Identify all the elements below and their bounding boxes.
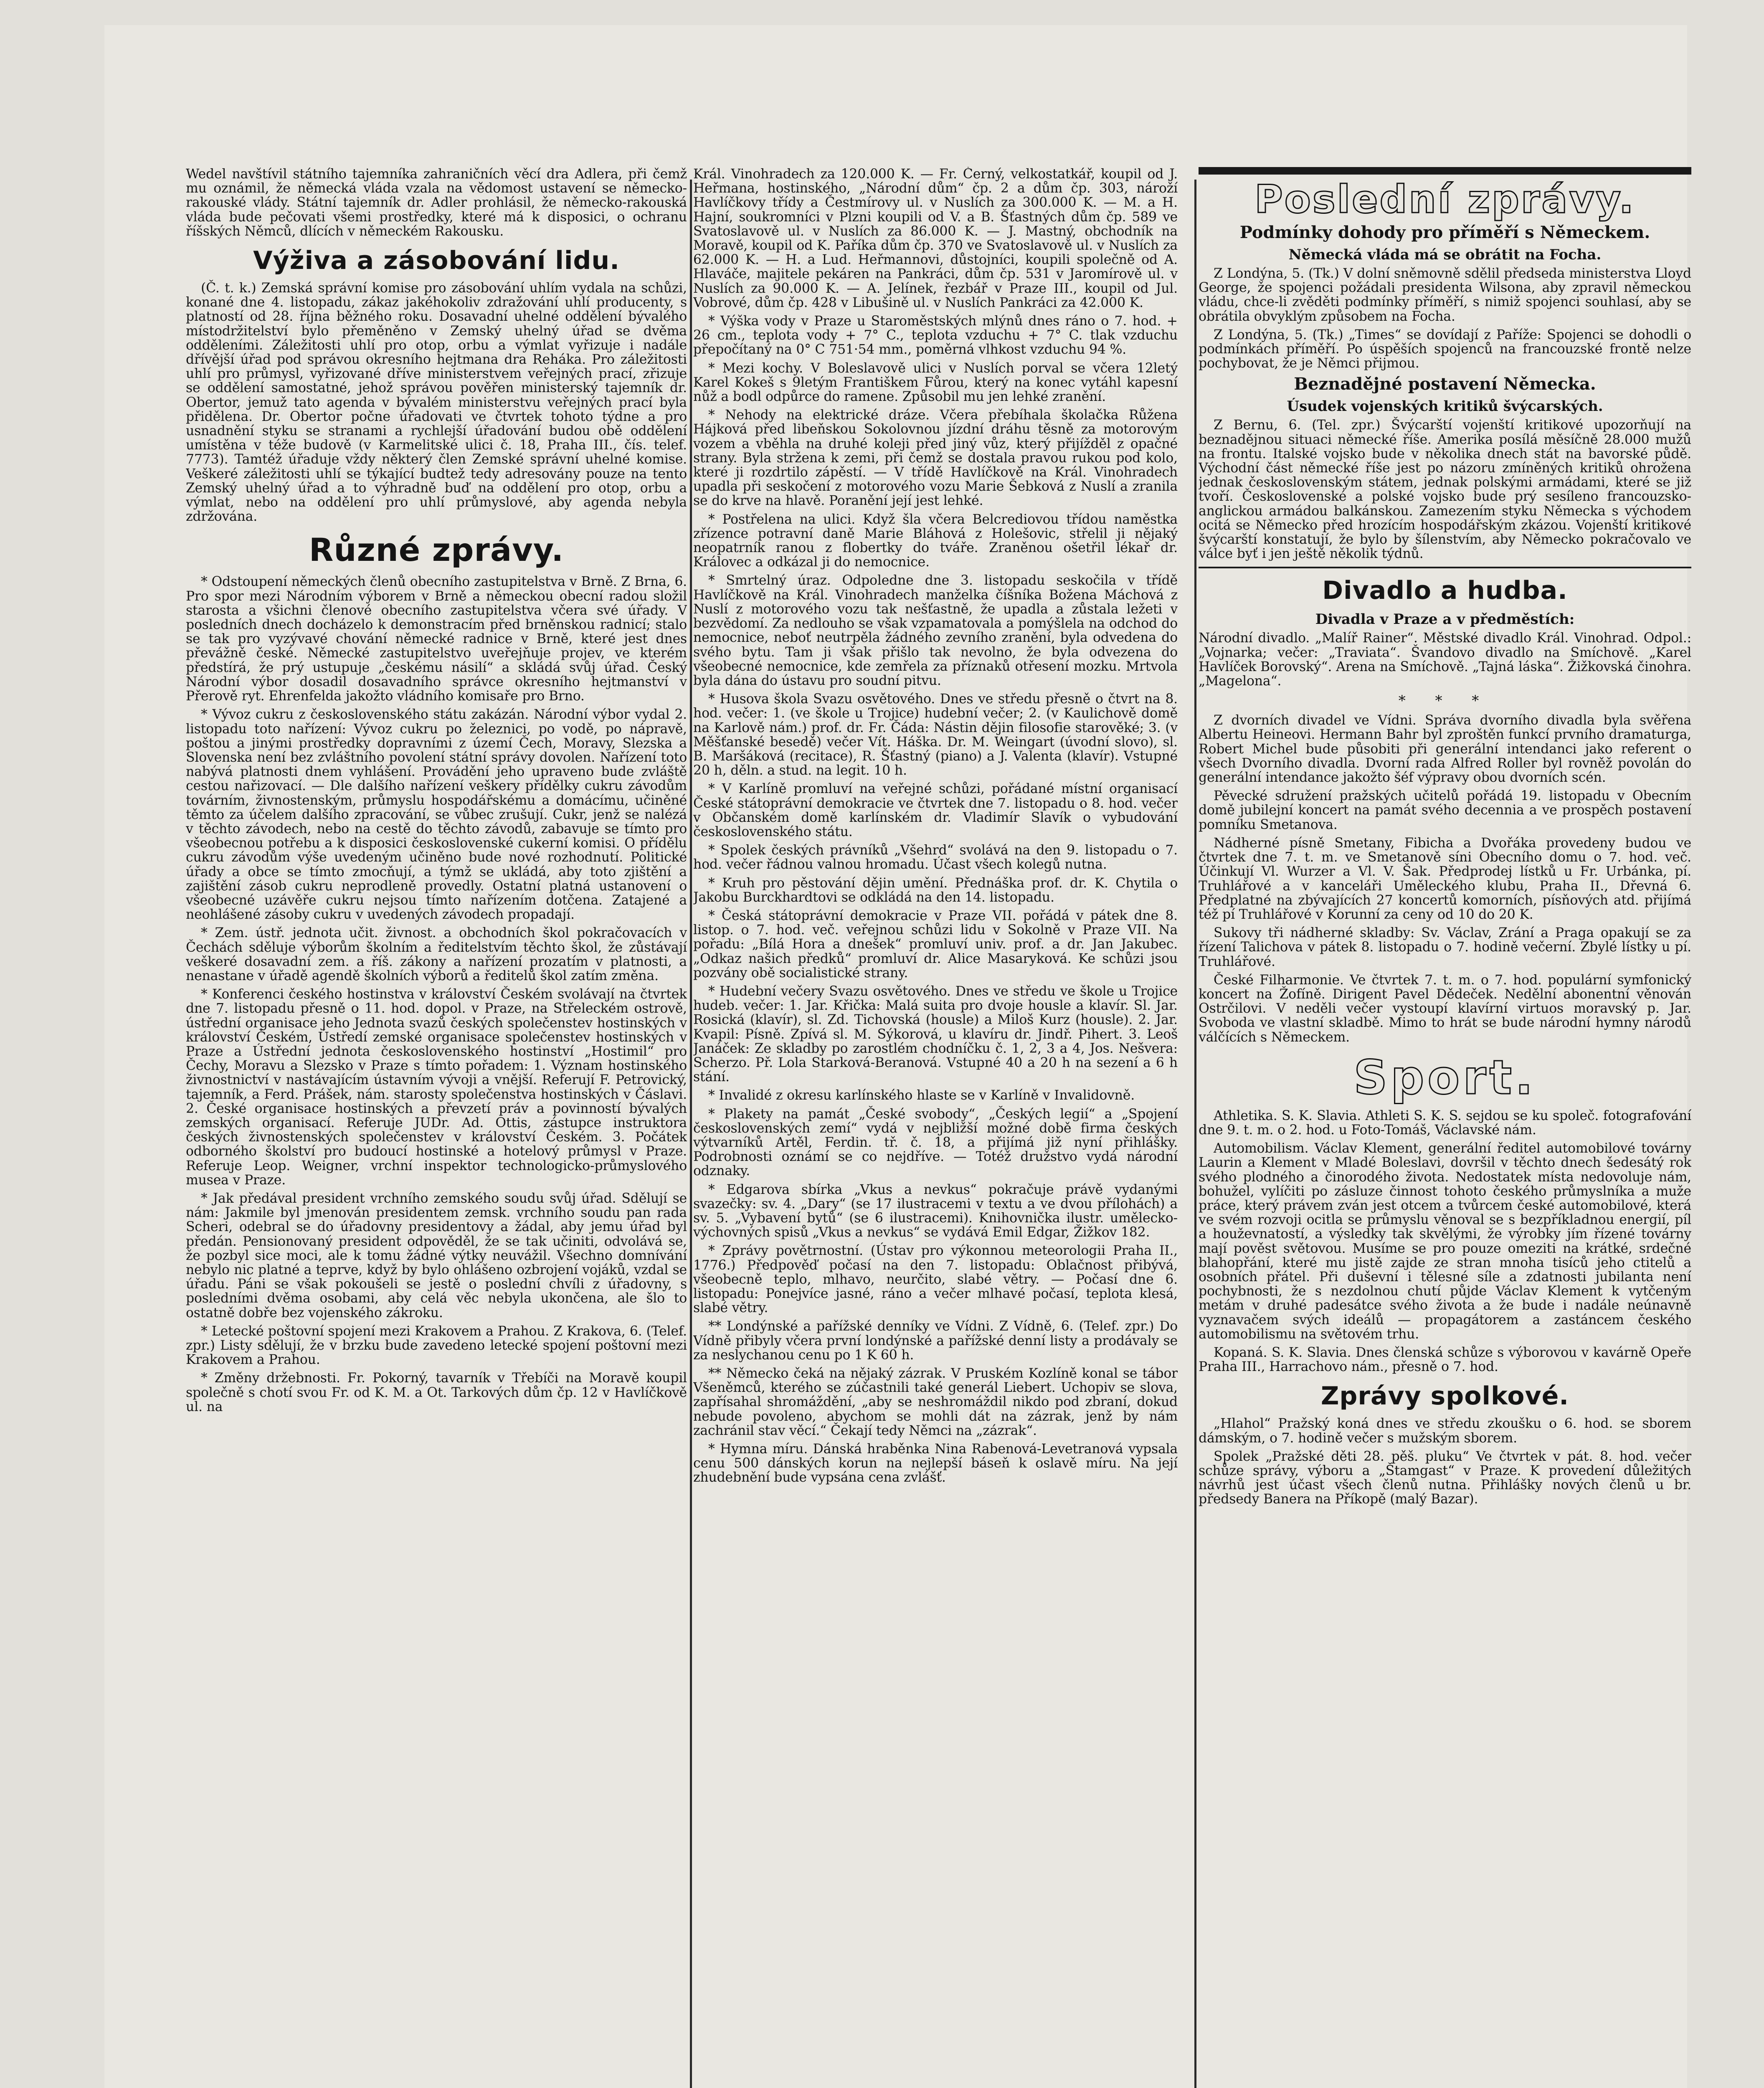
section-heading-ruzne: Různé zprávy.: [309, 531, 564, 569]
heading-bar: [1199, 167, 1691, 175]
column-rule: [690, 180, 692, 2088]
article-text: ** Londýnské a pařížské denníky ve Vídni. Z Vídně, 6. (Telef. zpr.) Do Vídně přibyly včera první londýnské a pařížské denní listy a prodávaly se za neslychanou cenu po 1 K 60 h.: [693, 1319, 1178, 1363]
article-text: „Hlahol“ Pražský koná dnes ve středu zkoušku o 6. hod. se sborem dámským, o 7. hodině večer s mužským sborem.: [1199, 1416, 1691, 1446]
headline-beznadejne: Beznadějné postavení Německa.: [1294, 374, 1596, 394]
article-text: České Filharmonie. Ve čtvrtek 7. t. m. o 7. hod. populární symfonický koncert na Žofíně. Dirigent Pavel Dědeček. Nedělní abonentní věnován Ostrčilovi. V neděli večer vystoupí klavírní virtuos moravský p. Jar. Svoboda ve vlastní skladbě. Mimo to hrát se bude národní hymny národů válčících s Německem.: [1199, 972, 1691, 1045]
subheadline: Německá vláda má se obrátit na Focha.: [1288, 246, 1602, 263]
subheadline: Úsudek vojenských kritiků švýcarských.: [1287, 398, 1603, 415]
article-text: * V Karlíně promluví na veřejné schůzi, pořádané místní organisací České státoprávní demokracie ve čtvrtek dne 7. listopadu o 8. hod. večer v Občanském domě karlínském dr. Vladimír Slavík o vybudování československého státu.: [693, 781, 1178, 839]
headline-podminky: Podmínky dohody pro příměří s Německem.: [1239, 223, 1650, 242]
theatre-listing: Národní divadlo. „Malíř Rainer“. Městské divadlo Král. Vinohrad. Odpol.: „Vojnarka; večer: „Traviata“. Švandovo divadlo na Smíchově. „Karel Havlíček Borovský“. Arena na Smíchově. „Tajná láska“. Žižkovská činohra. „Magelona“.: [1199, 631, 1691, 689]
article-text: Král. Vinohradech za 120.000 K. — Fr. Černý, velkostatkář, koupil od J. Heřmana, hostinského, „Národní dům“ čp. 2 a dům čp. 303, nároží Havlíčkovy třídy a Čestmírovy ul. v Nuslích za 300.000 K. — M. a H. Hajní, soukromníci v Plzni koupili od V. a B. Šťastných dům čp. 589 ve Svatoslavově ul. v Nuslích za 86.000 K. — J. Mastný, obchodník na Moravě, koupil od K. Paříka dům čp. 370 ve Svatoslavově ul. v Nuslích za 62.000 K. — H. a Lud. Heřmannovi, důstojníci, koupili společně od A. Hlaváče, majitele pekáren na Pankráci, dům čp. 531 v Jaromírově ul. v Nuslích za 90.000 K. — A. Jelínek, řezbář v Praze III., koupil od Jul. Vobrové, dům čp. 428 v Libušině ul. v Nuslích Pankráci za 42.000 K.: [693, 167, 1178, 310]
article-text: Sukovy tři nádherné skladby: Sv. Václav, Zrání a Praga opakují se za řízení Talichova v pátek 8. listopadu o 7. hodině večerní. Zbylé lístky u pí. Truhlářové.: [1199, 925, 1691, 969]
article-text: * Vývoz cukru z československého státu zakázán. Národní výbor vydal 2. listopadu toto nařízení: Vývoz cukru po železnici, po vodě, po nápravě, poštou a jinými prostředky dopravními z území Čech, Moravy, Slezska a Slovenska není bez zvláštního povolení státní správy dovolen. Nařízení toto nabývá platnosti dnem vyhlášení. Provádění jeho upraveno bude zvláště cestou nařizovací. — Dle dalšího nařízení veškery přídělky cukru závodům továrním, živnostenským, průmyslu hospodářskému a domácímu, učiněné těmto za účelem dalšího zpracování, se vůbec zrušují. Cukr, jenž se nalézá v těchto závodech, nebo na cestě do těchto závodů, zabavuje se tímto pro všeobecnou potřebu a k disposici československé cukerní komisi. O přídělu cukru závodům výše uvedeným učiněno bude nové rozhodnutí. Politické úřady a obce se tímto zmocňují, a týmž se ukládá, aby toto zjištění a zajištění zásob cukru neprodleně provedly. Ostatní platná ustanovení o všeobecné uzávěře cukru nejsou tímto nařízením dotčena. Zatajené a neohlášené zásoby cukru v uvedených závodech propadají.: [186, 707, 687, 922]
article-text: * Jak předával president vrchního zemského soudu svůj úřad. Sdělují se nám: Jakmile byl jmenován presidentem zemsk. vrchního soudu pan rada Scheri, odebral se do úřadovny presidentovy a žádal, aby jemu úřad byl předán. Pensionovaný president odpověděl, že se tak učiniti, odvolává se, že pozbyl sice moci, ale k tomu žádné výtky neuvážil. Všechno domnívání nebylo nic platné a teprve, když by bylo ohlášeno ozbrojení vojáků, vzdal se úřadu. Páni se však pokoušeli se jestě o poslední chvíli z úřadovny, s posledními dvěma osobami, aby celá věc nebyla ukončena, ale šlo to ostatně dobře bez vojenského zákroku.: [186, 1191, 687, 1320]
section-heading-spolkove: Zprávy spolkové.: [1320, 1381, 1569, 1411]
article-text: Automobilism. Václav Klement, generální ředitel automobilové továrny Laurin a Klement v Mladé Boleslavi, dovršil v těchto dnech šedesátý rok svého plodného a činorodého života. Nedostatek místa nedovoluje nám, bohužel, vylíčiti po zásluze činnost tohoto českého průmyslníka a muže práce, který právem zván jest otcem a tvůrcem české automobilové, která ve svém rozvoji ocitla se průmyslu věnoval se s bezpříkladnou energií, píl a houževnatostí, a výsledky tak skvělými, že výrobky jím řízené továrny mají pověst světovou. Musíme se pro pouze omeziti na krátké, srdečné blahopřání, které mu jistě zajde ze stran mnoha tisíců jeho ctitelů a osobních přátel. Při duševní i tělesné síle a zdatnosti jubilanta není pochybnosti, že s nezdolnou chutí půjde Václav Klement k vytčeným metám v druhé padesátce svého života a že bude i nadále neúnavně vyznavačem svých ideálů — propagátorem a zastáncem českého automobilismu na světovém trhu.: [1199, 1141, 1691, 1342]
article-text: Wedel navštívil státního tajemníka zahraničních věcí dra Adlera, při čemž mu oznámil, že německá vláda vzala na vědomost ustavení se německo-rakouské vlády. Státní tajemník dr. Adler prohlásil, že německo-rakouská vláda bude pečovati všemi prostředky, které má k disposici, o ochranu říšských Němců, dlících v německém Rakousku.: [186, 167, 687, 239]
article-text: Z Londýna, 5. (Tk.) V dolní sněmovně sdělil předseda ministerstva Lloyd George, že spojenci požádali presidenta Wilsona, aby zpravil německou vládu, chce-li zvěděti podmínky příměří, s nimiž spojenci souhlasí, aby se obrátila obvyklým způsobem na Focha.: [1199, 266, 1691, 324]
article-text: * Mezi kochy. V Boleslavově ulici v Nuslích porval se včera 12letý Karel Kokeš s 9letým Františkem Fůrou, který na konec vytáhl kapesní nůž a bodl odpůrce do ramene. Způsobil mu jen lehké zranění.: [693, 360, 1178, 405]
article-text: Z Bernu, 6. (Tel. zpr.) Švýcarští vojenští kritikové upozorňují na beznadějnou situaci německé říše. Amerika posílá měsíčně 28.000 mužů na frontu. Italské vojsko bude v několika dnech stát na bavorské půdě. Východní část německé říše jest po názoru zmíněných kritiků ohrožena jednak československým státem, jednak polskými armádami, které se již tvoří. Československé a polské vojsko bude prý sesíleno francouzsko-anglickou armádou balkánskou. Zamezením styku Německa s východem ocitá se Německo před hrozícím hospodářským zkázou. Vojenští kritikové švýcarští konstatují, že bylo by šílenstvím, aby Německo pokračovalo ve válce byť i jen ještě několik týdnů.: [1199, 418, 1691, 562]
section-heading-sport: Sport.: [1353, 1050, 1536, 1105]
article-text: * Hymna míru. Dánská hraběnka Nina Rabenová-Levetranová vypsala cenu 500 dánských korun na nejlepší báseň k oslavě míru. Na její zhudebnění bude vypsána cena zvlášť.: [693, 1442, 1178, 1485]
article-text: * Odstoupení německých členů obecního zastupitelstva v Brně. Z Brna, 6. Pro spor mezi Národním výborem v Brně a německou obecní radou složil starosta a všichni členové obecního zastupitelstva včera své úřady. V posledních dnech docházelo k demonstracím před brněnskou radnicí; stalo se tak pro vyzývavé chování německé radnice v Brně, které jest dnes převážně české. Německé zastupitelstvo uveřejňuje projev, ve kterém předstírá, že prý ustupuje „českému násilí“ a skládá svůj úřad. Český Národní výbor dosadil dosavadního správce okresního hejtmanství v Přerově ryt. Ehrenfelda jakožto vládního komisaře pro Brno.: [186, 574, 687, 704]
article-text: ** Německo čeká na nějaký zázrak. V Pruském Kozlíně konal se tábor Všeněmců, kterého se zúčastnili také generál Liebert. Uchopiv se slova, zapřísahal shromáždění, „aby se neshromáždil nikdo pod zbraní, dokud nebude povoleno, abychom se mohli dát na zázrak, jenž by nám zachránil stav věcí.“ Čekají tedy Němci na „zázrak“.: [693, 1366, 1178, 1438]
column-middle: [693, 167, 1178, 2088]
article-text: * Edgarova sbírka „Vkus a nevkus“ pokračuje právě vydanými svazečky: sv. 4. „Dary“ (se 17 ilustracemi v textu a ve dvou přílohách) a sv. 5. „Vybavení bytů“ (se 6 ilustracemi). Knihovnička ilustr. umělecko-výchovných spisů „Vkus a nevkus“ se vydává Emil Edgar, Žižkov 182.: [693, 1182, 1178, 1240]
article-text: * Husova škola Svazu osvětového. Dnes ve středu přesně o čtvrt na 8. hod. večer: 1. (ve škole u Trojice) hudební večer; 2. (v Kaulichově domě na Karlově nám.) prof. dr. Fr. Čáda: Nástin dějin filosofie starověké; 3. (v Měšťanské besedě) večer Vít. Háška. Dr. M. Weingart (úvodní slovo), sl. B. Maršáková (recitace), R. Šťastný (piano) a J. Valenta (klavír). Vstupné 20 h, děln. a stud. na legit. 10 h.: [693, 692, 1178, 778]
article-text: * Výška vody v Praze u Staroměstských mlýnů dnes ráno o 7. hod. + 26 cm., teplota vody + 7° C., teplota vzduchu + 7° C. tlak vzduchu přepočítaný na 0° C 751·54 mm., poměrná vlhkost vzduchu 94 %.: [693, 314, 1178, 357]
article-text: * Zem. ústř. jednota učit. živnost. a obchodních škol pokračovacích v Čechách sděluje výborům školním a ředitelstvím těchto škol, že zůstávají veškeré dosavadní zem. a říš. zákony a nařízení prozatím v platnosti, a nenastane v úřadě agendě školních výborů a ředitelů škol zatím změna.: [186, 925, 687, 983]
article-text: (Č. t. k.) Zemská správní komise pro zásobování uhlím vydala na schůzi, konané dne 4. listopadu, zákaz jakéhokoliv zdražování uhlí producenty, s platností od 28. října běžného roku. Dosavadní uhelné oddělení bývalého místodržitelství bylo přeměněno v Zemský uhelný úřad se dvěma odděleními. Záležitosti uhlí pro otop, orbu a výmlat vyřizuje i nadále dřívější úřad pod správou okresního hejtmana dra Reháka. Pro záležitosti uhlí pro průmysl, vyřizované dříve ministerstvem veřejných prací, zřizuje se oddělení samostatné, jehož správou pověřen ministerský tajemník dr. Obertor, jemuž tato agenda v bývalém ministerstvu veřejných prací byla přidělena. Dr. Obertor počne úřadovati ve čtvrtek tohoto týdne a pro usnadnění styku se stranami a rychlejší úřadování budou obě oddělení umístěna v téže budově (v Karmelitské ulici č. 18, Praha III., čís. telef. 7773). Tamtéž úřaduje vždy některý člen Zemské správní uhelné komise. Veškeré záležitosti uhlí se týkající budtež tedy adresovány pouze na tento Zemský uhelný úřad a to výhradně buď na oddělení pro otop, orbu a výmlat, nebo na oddělení pro uhlí průmyslové, aby agenda nebyla zdržována.: [186, 281, 687, 525]
article-text: * Změny držebnosti. Fr. Pokorný, tavarník v Třebíči na Moravě koupil společně s chotí svou Fr. od K. M. a Ot. Tarkových dům čp. 12 v Havlíčkově ul. na: [186, 1371, 687, 1414]
article-text: * Hudební večery Svazu osvětového. Dnes ve středu ve škole u Trojice hudeb. večer: 1. Jar. Křička: Malá suita pro dvoje housle a klavír. Sl. Jar. Rosická (klavír), sl. Zd. Tichovská (housle) a Miloš Kurz (housle). 2. Jar. Kvapil: Písně. Zpívá sl. M. Sýkorová, u klavíru dr. Jindř. Pihert. 3. Leoš Janáček: Ze skladby po zarostlém chodníčku č. 1, 2, 3 a 4, Jos. Nešvera: Scherzo. Př. Lola Starková-Beranová. Vstupné 40 a 20 h na sezení a 6 h stání.: [693, 983, 1178, 1085]
column-right: [1199, 167, 1691, 2088]
article-text: Pěvecké sdružení pražských učitelů pořádá 19. listopadu v Obecním domě jubilejní koncert na památ svého decennia a ve prospěch postavení pomníku Smetanova.: [1199, 788, 1691, 832]
article-text: * Plakety na památ „České svobody“, „Českých legií“ a „Spojení československých zemí“ vydá v nejbližší možné době firma českých výtvarníků Artěl, Ferdin. tř. č. 18, a přijímá již nyní přihlášky. Podrobnosti oznámí se co nejdříve. — Totéž družstvo vydá národní odznaky.: [693, 1106, 1178, 1179]
article-text: * Nehody na elektrické dráze. Včera přebíhala školačka Růžena Hájková před libeňskou Sokolovnou jízdní dráhu těsně za motorovým vozem a vběhla na druhé koleji před jiný vůz, který přijížděl z opačné strany. Byla stržena k zemi, při čemž se dostala pravou rukou pod kolo, které ji rozdrtilo zápěstí. — V třídě Havlíčkově na Král. Vinohradech upadla při seskočení z motorového vozu Marie Šebková z Nuslí a zranila se do krve na hlavě. Poranění její jest lehké.: [693, 408, 1178, 509]
separator-stars: * * *: [1398, 692, 1492, 710]
article-text: Nádherné písně Smetany, Fibicha a Dvořáka provedeny budou ve čtvrtek dne 7. t. m. ve Smetanově síni Obecního domu o 7. hod. več. Účinkují Vl. Wurzer a Vl. V. Šak. Předprodej lístků u Fr. Urbánka, pí. Truhlářové a v kanceláři Uměleckého klubu, Praha II., Dřevná 6. Předplatné na zbývajících 27 koncertů komorních, písňových atd. přijímá též pí Truhlářové v Korunní za ceny od 10 do 20 K.: [1199, 835, 1691, 922]
article-text: * Smrtelný úraz. Odpoledne dne 3. listopadu seskočila v třídě Havlíčkově na Král. Vinohradech manželka číšníka Božena Máchová z Nuslí z motorového vozu tak nešťastně, že upadla a zůstala ležeti v bezvědomí. Za nedlouho se však vzpamatovala a pomýšlela na odchod do nemocnice, neboť neutrpěla žádného zevního zranění, byla odvedena do svého bytu. Tam ji však přišlo tak nevolno, že byla odvezena do všeobecné nemocnice, kde zemřela za příznaků otřesení mozku. Mrtvola byla dána do ústavu pro soudní pitvu.: [693, 573, 1178, 688]
article-text: * Spolek českých právníků „Všehrd“ svolává na den 9. listopadu o 7. hod. večer řádnou valnou hromadu. Účast všech kolegů nutna.: [693, 843, 1178, 872]
article-text: * Kruh pro pěstování dějin umění. Přednáška prof. dr. K. Chytila o Jakobu Burckhardtovi se odkládá na den 14. listopadu.: [693, 875, 1178, 905]
article-text: Kopaná. S. K. Slavia. Dnes členská schůze s výborovou v kavárně Opeře Praha III., Harrachovo nám., přesně o 7. hod.: [1199, 1345, 1691, 1375]
article-text: Athletika. S. K. Slavia. Athleti S. K. S. sejdou se ku společ. fotografování dne 9. t. m. o 2. hod. u Foto-Tomáš, Václavské nám.: [1199, 1108, 1691, 1138]
column-rule: [1194, 180, 1196, 2088]
article-text: * Konferenci českého hostinstva v království Českém svolávají na čtvrtek dne 7. listopadu přesně o 11. hod. dopol. v Praze, na Střeleckém ostrově, ústřední organisace jeho Jednota svazů českých společenstev hostinských v království Českém, Ústředí zemské organisace společenstev hostinských v Praze a Ústřední jednota československého hostinství „Hostimil“ pro Čechy, Moravu a Slezsko v Praze s tímto pořadem: 1. Význam hostinského živnostnictví v nastávajícím ústavním vývoji a vnější. Referují F. Petrovický, tajemník, a Ferd. Prášek, nám. starosty společenstva hostinských v Čáslavi. 2. České organisace hostinských a převzetí práv a povinností bývalých zemských organisací. Referuje JUDr. Ad. Ottis, zástupce instruktora českých živnostenských společenstev v království Českém. 3. Počátek odborného školství pro budoucí hostinské a hotelový průmysl v Praze. Referuje Leop. Weigner, vrchní inspektor technologicko-průmyslového musea v Praze.: [186, 987, 687, 1188]
article-text: * Postřelena na ulici. Když šla včera Belcrediovou třídou naměstka zřízence potravní daně Marie Bláhová z Holešovic, střelil ji nějaký neopatrník ranou z flobertky do tváře. Zraněnou ošetřil lékař dr. Královec a odkázal ji do nemocnice.: [693, 512, 1178, 570]
section-heading-divadlo: Divadlo a hudba.: [1322, 576, 1568, 606]
article-text: * Letecké poštovní spojení mezi Krakovem a Prahou. Z Krakova, 6. (Telef. zpr.) Listy sdělují, že v brzku bude zavedeno letecké spojení poštovní mezi Krakovem a Prahou.: [186, 1323, 687, 1368]
article-text: * Česká státoprávní demokracie v Praze VII. pořádá v pátek dne 8. listop. o 7. hod. več. veřejnou schůzi lidu v Sokolně v Praze VII. Na pořadu: „Bílá Hora a dnešek“ promluví univ. prof. a dr. Jan Jakubec. „Odkaz našich předků“ promluví dr. Alice Masaryková. Ke schůzi jsou pozvány obě socialistické strany.: [693, 908, 1178, 981]
section-heading-vyziva: Výživa a zásobování lidu.: [253, 246, 620, 276]
article-text: * Zprávy povětrnostní. (Ústav pro výkonnou meteorologii Praha II., 1776.) Předpověď počasí na den 7. listopadu: Oblačnost přibývá, všeobecně teplo, mlhavo, neurčito, slabé větry. — Počasí dne 6. listopadu: Ponejvíce jasné, ráno a večer mlhavé počasí, teplota klesá, slabé větry.: [693, 1243, 1178, 1316]
article-text: * Invalidé z okresu karlínského hlaste se v Karlíně v Invalidovně.: [708, 1088, 1135, 1103]
column-left: [186, 167, 687, 2088]
article-text: Spolek „Pražské děti 28. pěš. pluku“ Ve čtvrtek v pát. 8. hod. večer schůze správy, výboru a „Štamgast“ v Praze. K provedení důležitých návrhů jest účast všech členů nutna. Přihlášky nových členů u br. předsedy Banera na Příkopě (malý Bazar).: [1199, 1449, 1691, 1507]
article-text: Z dvorních divadel ve Vídni. Správa dvorního divadla byla svěřena Albertu Heineovi. Hermann Bahr byl zproštěn funkcí prvního dramaturga, Robert Michel bude působiti při generální intendanci jako referent o všech Dvorního divadla. Dvorní rada Alfred Roller byl rovněž povolán do generální intendance jakožto šéf výpravy obou dvorních scén.: [1199, 713, 1691, 786]
subheadline: Divadla v Praze a v předměstích:: [1315, 611, 1575, 628]
section-heading-posledni-zpravy: Poslední zprávy.: [1255, 177, 1635, 222]
divider: [1199, 567, 1691, 568]
article-text: Z Londýna, 5. (Tk.) „Times“ se dovídají z Paříže: Spojenci se dohodli o podmínkách příměří. Po úspěších spojenců na francouzské frontě nelze pochybovat, že je Němci přijmou.: [1199, 327, 1691, 371]
